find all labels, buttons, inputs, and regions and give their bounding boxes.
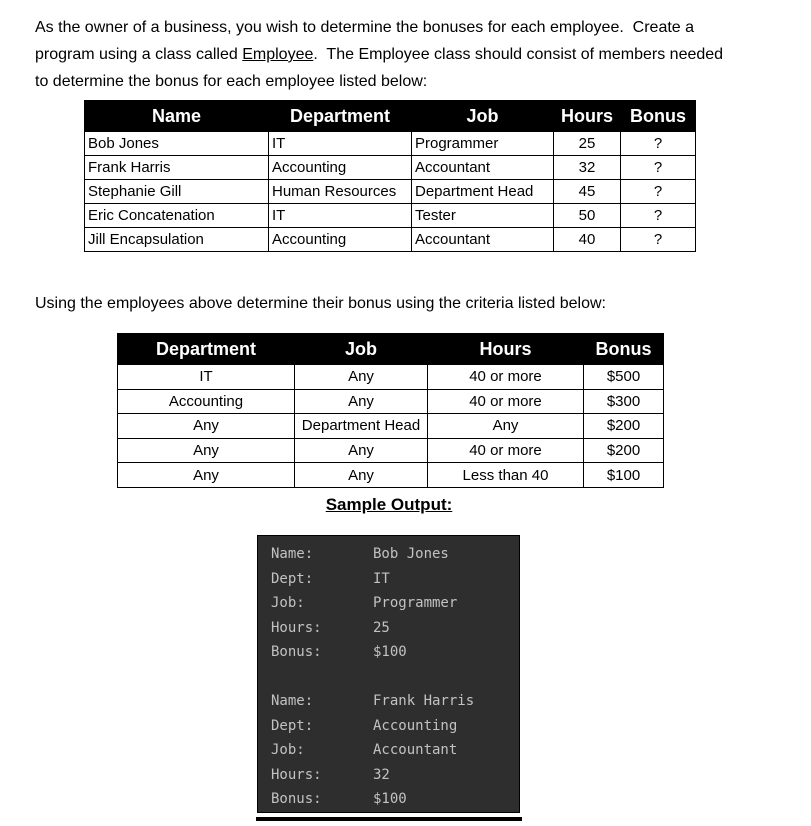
table-cell: Eric Concatenation — [85, 204, 269, 228]
table-cell: 40 or more — [428, 389, 584, 414]
console-line: Hours: 32 — [271, 766, 390, 783]
table-row — [118, 365, 664, 390]
table-cell: ? — [621, 156, 696, 180]
employee-table-header-row — [85, 101, 696, 132]
table-row — [118, 389, 664, 414]
table-cell: Accounting — [269, 156, 412, 180]
table-row — [85, 180, 696, 204]
table-cell: Department Head — [412, 180, 554, 204]
table-cell: Any — [118, 438, 295, 463]
table-cell: 25 — [554, 132, 621, 156]
console-output — [257, 535, 520, 813]
table-cell: Jill Encapsulation — [85, 228, 269, 252]
criteria-table-header-row — [118, 334, 664, 365]
intro-line-3: to determine the bonus for each employee listed below: — [35, 73, 428, 90]
table-cell: Accountant — [412, 156, 554, 180]
table-cell: Tester — [412, 204, 554, 228]
table-row — [85, 156, 696, 180]
table-cell: Any — [295, 389, 428, 414]
table-cell: Any — [118, 414, 295, 439]
table-cell: ? — [621, 228, 696, 252]
employee-table — [84, 100, 696, 252]
criteria-paragraph: Using the employees above determine their bonus using the criteria listed below: — [35, 295, 606, 312]
console-line: Dept: IT — [271, 570, 390, 587]
table-cell: $500 — [584, 365, 664, 390]
column-header-hours: Hours — [554, 101, 621, 132]
table-cell: ? — [621, 180, 696, 204]
table-cell: Any — [118, 463, 295, 488]
table-cell: ? — [621, 132, 696, 156]
column-header-bonus: Bonus — [584, 334, 664, 365]
table-cell: $100 — [584, 463, 664, 488]
column-header-department: Department — [269, 101, 412, 132]
table-cell: Human Resources — [269, 180, 412, 204]
table-row — [118, 414, 664, 439]
table-cell: Any — [295, 438, 428, 463]
console-line: Name: Frank Harris — [271, 693, 475, 709]
intro-line-2: program using a class called Employee. The Employee class should consist of members needed — [35, 46, 724, 63]
console-line: Job: Accountant — [271, 742, 458, 758]
employee-class-underlined: Employee — [242, 46, 314, 63]
table-cell: Less than 40 — [428, 463, 584, 488]
table-cell: 50 — [554, 204, 621, 228]
column-header-department: Department — [118, 334, 295, 365]
table-cell: Frank Harris — [85, 156, 269, 180]
column-header-bonus: Bonus — [621, 101, 696, 132]
table-cell: ? — [621, 204, 696, 228]
console-blank-line — [271, 665, 517, 690]
table-cell: $200 — [584, 438, 664, 463]
console-line: Job: Programmer — [271, 595, 458, 611]
console-line: Hours: 25 — [271, 619, 390, 636]
console-line: Name: Bob Jones — [271, 546, 449, 562]
sample-output-heading: Sample Output: — [325, 495, 453, 514]
table-cell: IT — [269, 132, 412, 156]
table-row — [118, 438, 664, 463]
table-cell: Programmer — [412, 132, 554, 156]
table-cell: Accountant — [412, 228, 554, 252]
table-cell: Accounting — [118, 389, 295, 414]
table-cell: 40 — [554, 228, 621, 252]
table-cell: Any — [295, 365, 428, 390]
table-row — [118, 463, 664, 488]
table-cell: 45 — [554, 180, 621, 204]
table-cell: Any — [295, 463, 428, 488]
table-cell: IT — [269, 204, 412, 228]
table-cell: $200 — [584, 414, 664, 439]
console-line: Dept: Accounting — [271, 717, 458, 734]
console-block — [271, 542, 517, 665]
column-header-job: Job — [412, 101, 554, 132]
table-row — [85, 228, 696, 252]
intro-paragraph — [35, 14, 723, 95]
table-cell: Department Head — [295, 414, 428, 439]
console-line: Bonus: $100 — [271, 644, 407, 660]
intro-line-1: As the owner of a business, you wish to determine the bonuses for each employee. Create a — [35, 19, 695, 36]
table-cell: IT — [118, 365, 295, 390]
column-header-name: Name — [85, 101, 269, 132]
table-cell: $300 — [584, 389, 664, 414]
table-cell: Accounting — [269, 228, 412, 252]
criteria-table — [117, 333, 664, 488]
table-row — [85, 132, 696, 156]
column-header-job: Job — [295, 334, 428, 365]
table-cell: Stephanie Gill — [85, 180, 269, 204]
console-line: Bonus: $100 — [271, 791, 407, 807]
console-block — [271, 689, 517, 812]
table-cell: 40 or more — [428, 438, 584, 463]
table-cell: Bob Jones — [85, 132, 269, 156]
bottom-divider — [256, 817, 522, 821]
table-cell: Any — [428, 414, 584, 439]
column-header-hours: Hours — [428, 334, 584, 365]
table-cell: 40 or more — [428, 365, 584, 390]
table-cell: 32 — [554, 156, 621, 180]
table-row — [85, 204, 696, 228]
